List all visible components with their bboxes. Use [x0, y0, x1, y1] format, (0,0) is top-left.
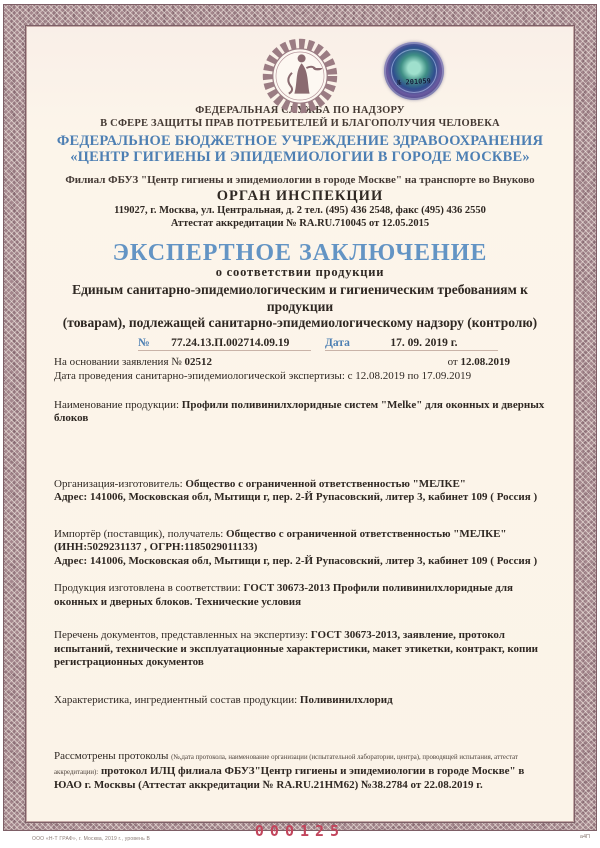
- application-row: [54, 356, 546, 368]
- corner-mark: а4П: [579, 834, 590, 840]
- inspection-body-title: ОРГАН ИНСПЕКЦИИ: [216, 188, 384, 204]
- date-label: Дата: [325, 336, 350, 349]
- composition-label: Характеристика, ингредиентный состав продукции:: [54, 693, 298, 706]
- conformity-line2: (товарам), подлежащей санитарно-эпидемиологическому надзору (контролю): [62, 315, 538, 330]
- hologram-number: № 201059: [396, 77, 432, 87]
- product-name-label: Наименование продукции:: [54, 398, 180, 411]
- document-subtitle: о соответствии продукции: [215, 265, 385, 279]
- manufacturer-label: Организация-изготовитель:: [54, 477, 183, 490]
- conformity-line1: Единым санитарно-эпидемиологическим и гигиеническим требованиям к продукции: [72, 282, 528, 314]
- product-name-value: Профили поливинилхлоридные систем "Melke" для оконных и дверных блоков: [54, 398, 545, 424]
- documents-label: Перечень документов, представленных на экспертизу:: [54, 629, 309, 641]
- expertise-period: Дата проведения санитарно-эпидемиологической экспертизы: с 12.08.2019 по 17.09.2019: [54, 369, 472, 382]
- importer-row: [54, 528, 546, 569]
- org-name-line1: ФЕДЕРАЛЬНОЕ БЮДЖЕТНОЕ УЧРЕЖДЕНИЕ ЗДРАВООХРАНЕНИЯ: [56, 133, 544, 149]
- org-name-line2: «ЦЕНТР ГИГИЕНЫ И ЭПИДЕМИОЛОГИИ В ГОРОДЕ МОСКВЕ»: [70, 149, 530, 165]
- printer-note: ООО «Н-Т ГРАФ», г. Москва, 2019 г., уровень В: [32, 836, 151, 842]
- number-date-row: [138, 337, 498, 351]
- certificate-date-field: [325, 337, 498, 351]
- hologram-sticker: [384, 42, 444, 100]
- importer-value: Общество с ограниченной ответственностью "МЕЛКЕ" (ИНН:5029231137 , ОГРН:1185029011133): [54, 527, 507, 553]
- application-date-field: [448, 356, 510, 368]
- conformity-statement: [54, 282, 546, 332]
- certificate-number: 77.24.13.П.002714.09.19: [171, 336, 290, 349]
- standard-value: ГОСТ 30673-2013 Профили поливинилхлоридные для оконных и дверных блоков. Технические условия: [54, 582, 513, 608]
- importer-label: Импортёр (поставщик), получатель:: [54, 527, 224, 540]
- application-number: 02512: [184, 355, 212, 368]
- agency-name-line1: ФЕДЕРАЛЬНАЯ СЛУЖБА ПО НАДЗОРУ: [195, 105, 405, 116]
- standard-label: Продукция изготовлена в соответствии:: [54, 582, 241, 594]
- protocols-label: Рассмотрены протоколы: [54, 750, 169, 762]
- org-accreditation: Аттестат аккредитации № RA.RU.710045 от 12.05.2015: [170, 218, 430, 229]
- protocols-value: протокол ИЛЦ филиала ФБУЗ"Центр гигиены и эпидемиологии в городе Москве" в ЮАО г. Москвы (Аттестат аккредитации № RA.RU.21НМ62) №38.2784 от 22.08.2019 г.: [54, 764, 525, 791]
- org-name: [54, 133, 546, 165]
- branch-name: Филиал ФБУЗ "Центр гигиены и эпидемиологии в городе Москве" на транспорте во Внуково: [65, 174, 535, 186]
- document-title: ЭКСПЕРТНОЕ ЗАКЛЮЧЕНИЕ: [112, 240, 488, 266]
- blank-serial-number: 000125: [254, 821, 346, 840]
- standard-row: [54, 582, 546, 609]
- documents-value: ГОСТ 30673-2013, заявление, протокол испытаний, технические и эксплуатационные характеристики, макет этикетки, контракт, копии регистрационных документов: [54, 629, 539, 668]
- certificate-number-field: [138, 337, 311, 351]
- importer-address: Адрес: 141006, Московская обл, Мытищи г, пер. 2-Й Рупасовский, литер 3, кабинет 109 ( Россия ): [54, 554, 538, 567]
- emblem-row: [54, 34, 546, 104]
- rospotrebnadzor-emblem-icon: [254, 36, 346, 116]
- number-label: №: [138, 336, 150, 349]
- documents-row: [54, 629, 546, 670]
- protocols-note: (№,дата протокола, наименование организации (испытательной лаборатории, центра), проводящей испытания, аттестат аккредитации):: [54, 754, 518, 776]
- manufacturer-value: Общество с ограниченной ответственностью "МЕЛКЕ": [185, 477, 466, 490]
- org-address: 119027, г. Москва, ул. Центральная, д. 2 тел. (495) 436 2548, факс (495) 436 2550: [114, 205, 486, 216]
- certificate-date: 17. 09. 2019 г.: [390, 336, 458, 349]
- application-date: 12.08.2019: [460, 355, 510, 368]
- product-name-row: [54, 399, 546, 426]
- agency-name-line2: В СФЕРЕ ЗАЩИТЫ ПРАВ ПОТРЕБИТЕЛЕЙ И БЛАГОПОЛУЧИЯ ЧЕЛОВЕКА: [100, 118, 500, 129]
- application-field: [54, 356, 212, 368]
- application-label: На основании заявления №: [54, 355, 182, 368]
- manufacturer-row: [54, 478, 546, 505]
- composition-row: [54, 694, 546, 708]
- protocols-row: [54, 750, 546, 793]
- manufacturer-address: Адрес: 141006, Московская обл, Мытищи г, пер. 2-Й Рупасовский, литер 3, кабинет 109 ( Россия ): [54, 491, 538, 503]
- composition-value: Поливинилхлорид: [299, 693, 393, 706]
- application-from-label: от: [447, 355, 458, 368]
